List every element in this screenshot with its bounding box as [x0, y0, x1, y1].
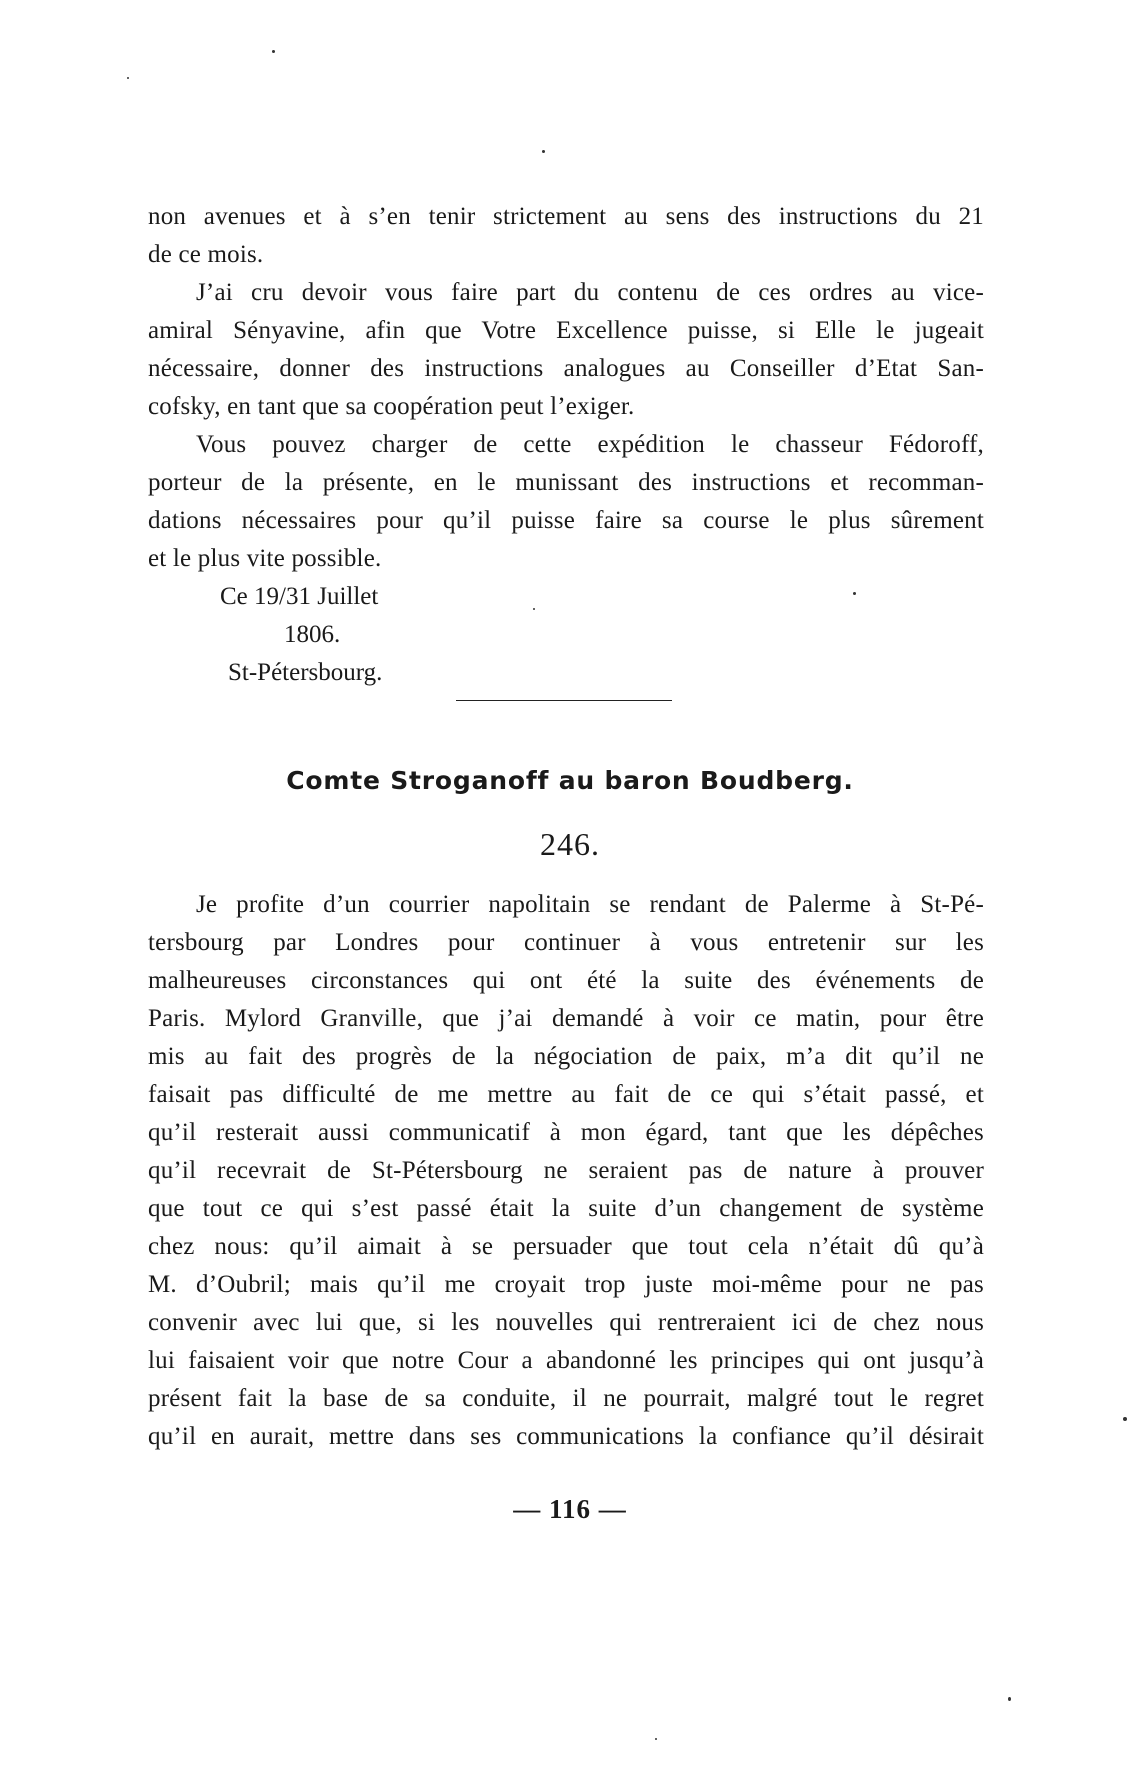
scan-speck: [533, 608, 535, 610]
dateline-place: St-Pétersbourg.: [228, 659, 383, 686]
scan-speck: [1008, 1697, 1011, 1701]
text-line: Paris. Mylord Granville, que j’ai demandé à voir ce matin, pour être: [148, 1005, 984, 1032]
text-line: qu’il resterait aussi communicatif à mon égard, tant que les dépêches: [148, 1119, 984, 1146]
text-line: tersbourg par Londres pour continuer à vous entretenir sur les: [148, 929, 984, 956]
text-line: porteur de la présente, en le munissant des instructions et recomman-: [148, 469, 984, 496]
text-line: qu’il recevrait de St-Pétersbourg ne seraient pas de nature à prouver: [148, 1157, 984, 1184]
text-line: non avenues et à s’en tenir strictement au sens des instructions du 21: [148, 203, 984, 230]
scan-speck: [127, 77, 129, 79]
section-divider: [456, 700, 672, 701]
text-line: mis au fait des progrès de la négociation de paix, m’a dit qu’il ne: [148, 1043, 984, 1070]
text-line: Je profite d’un courrier napolitain se rendant de Palerme à St-Pé-: [196, 891, 984, 918]
text-line: M. d’Oubril; mais qu’il me croyait trop juste moi-même pour ne pas: [148, 1271, 984, 1298]
text-line: de ce mois.: [148, 241, 264, 268]
document-heading: Comte Stroganoff au baron Boudberg.: [286, 766, 854, 795]
text-line: malheureuses circonstances qui ont été la suite des événements de: [148, 967, 984, 994]
text-line: J’ai cru devoir vous faire part du contenu de ces ordres au vice-: [196, 279, 984, 306]
text-line: dations nécessaires pour qu’il puisse faire sa course le plus sûrement: [148, 507, 984, 534]
scan-speck: [542, 150, 545, 153]
scan-speck: [655, 1738, 657, 1740]
document-number: 246.: [540, 826, 600, 862]
text-line: faisait pas difficulté de me mettre au fait de ce qui s’était passé, et: [148, 1081, 984, 1108]
text-line: Vous pouvez charger de cette expédition le chasseur Fédoroff,: [196, 431, 984, 458]
text-line: convenir avec lui que, si les nouvelles qui rentreraient ici de chez nous: [148, 1309, 984, 1336]
text-line: nécessaire, donner des instructions analogues au Conseiller d’Etat San-: [148, 355, 984, 382]
text-line: amiral Sényavine, afin que Votre Excellence puisse, si Elle le jugeait: [148, 317, 984, 344]
page-number: — 116 —: [513, 1494, 627, 1524]
dateline-year: 1806.: [284, 621, 341, 648]
scan-speck: [853, 592, 856, 595]
scan-speck: [272, 50, 275, 53]
text-line: qu’il en aurait, mettre dans ses communications la confiance qu’il désirait: [148, 1423, 984, 1450]
text-line: et le plus vite possible.: [148, 545, 382, 572]
text-line: cofsky, en tant que sa coopération peut l’exiger.: [148, 393, 635, 420]
text-line: lui faisaient voir que notre Cour a abandonné les principes qui ont jusqu’à: [148, 1347, 984, 1374]
text-line: présent fait la base de sa conduite, il ne pourrait, malgré tout le regret: [148, 1385, 984, 1412]
text-line: chez nous: qu’il aimait à se persuader que tout cela n’était dû qu’à: [148, 1233, 984, 1260]
dateline-date: Ce 19/31 Juillet: [220, 583, 379, 610]
text-line: que tout ce qui s’est passé était la suite d’un changement de système: [148, 1195, 984, 1222]
scan-speck: [1123, 1417, 1127, 1421]
